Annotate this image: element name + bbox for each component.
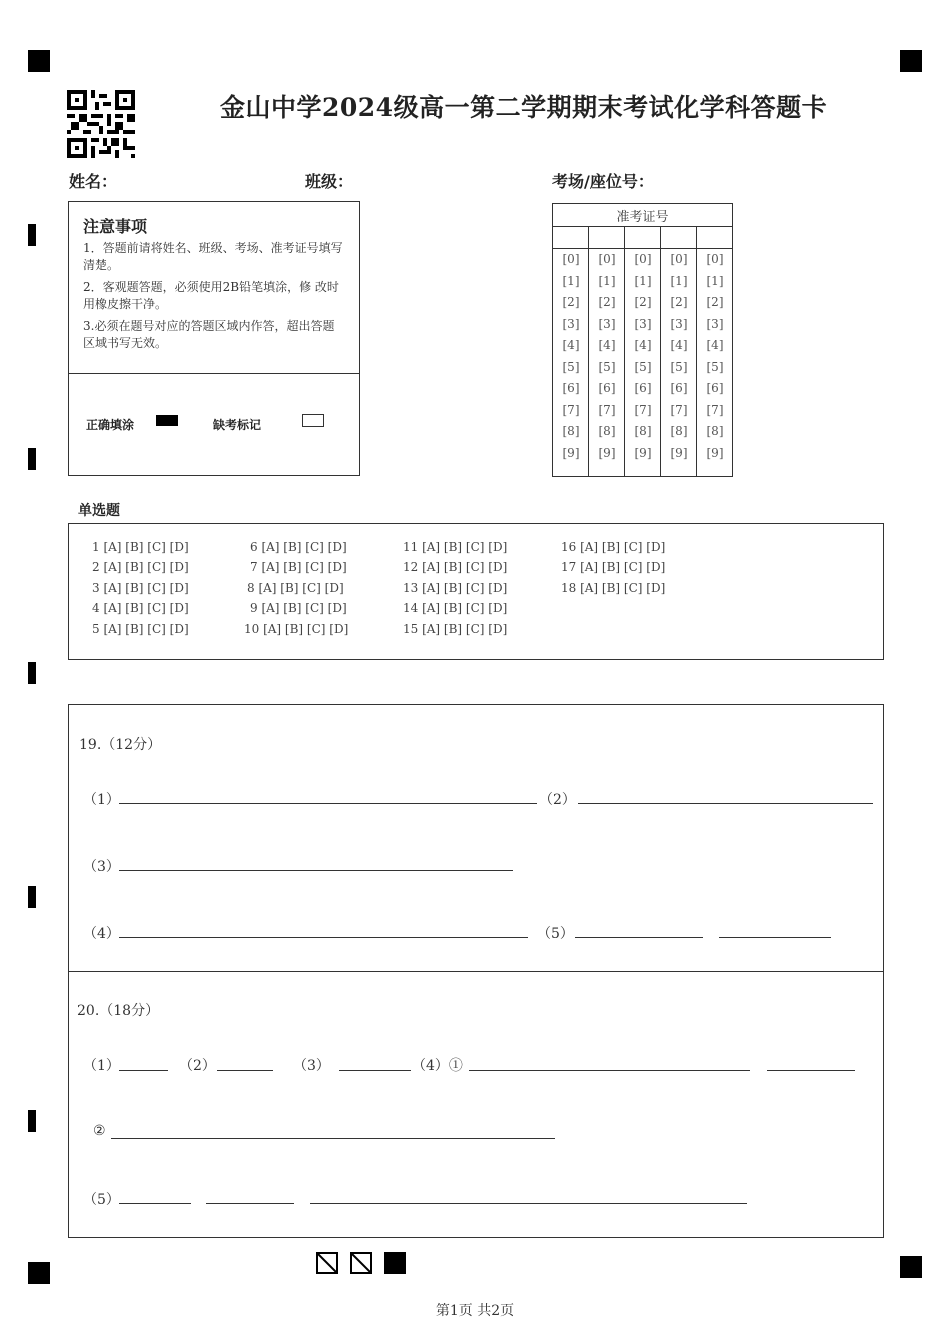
- notice-title: 注意事项: [83, 217, 148, 236]
- notice-box: [68, 201, 360, 476]
- page-footer: 第1页 共2页: [435, 1303, 515, 1319]
- digit-column[interactable]: [0] [1] [2] [3] [4] [5] [6] [7] [8] [9]: [634, 252, 652, 460]
- mc-question[interactable]: 7 [A] [B] [C] [D]: [250, 560, 347, 574]
- corner-mark-bottom-left: [28, 1262, 50, 1284]
- q20-answer-line[interactable]: [310, 1203, 747, 1204]
- mc-question[interactable]: 13 [A] [B] [C] [D]: [403, 581, 508, 595]
- page-mark-slash-icon: [350, 1252, 372, 1274]
- corner-mark-top-right: [900, 50, 922, 72]
- absent-mark-label: 缺考标记: [213, 418, 262, 432]
- digit-column[interactable]: [0] [1] [2] [3] [4] [5] [6] [7] [8] [9]: [706, 252, 724, 460]
- q19-part-label: （3）: [83, 859, 120, 875]
- mc-question[interactable]: 10 [A] [B] [C] [D]: [244, 622, 349, 636]
- q20-answer-line[interactable]: [206, 1203, 294, 1204]
- digit-column[interactable]: [0] [1] [2] [3] [4] [5] [6] [7] [8] [9]: [562, 252, 580, 460]
- side-mark: [28, 224, 36, 246]
- q20-answer-line[interactable]: [767, 1070, 855, 1071]
- qr-code: [67, 90, 135, 158]
- q19-answer-line[interactable]: [719, 937, 831, 938]
- q20-part-label: ②: [93, 1123, 106, 1139]
- mc-question[interactable]: 5 [A] [B] [C] [D]: [92, 622, 189, 636]
- mc-question[interactable]: 8 [A] [B] [C] [D]: [247, 581, 344, 595]
- mc-section-label: 单选题: [78, 503, 120, 519]
- answer-area: [68, 704, 884, 1238]
- q20-part-label: （3）: [293, 1058, 330, 1074]
- q20-part-label: （5）: [83, 1192, 120, 1208]
- side-mark: [28, 886, 36, 908]
- corner-mark-bottom-right: [900, 1256, 922, 1278]
- name-label: 姓名：: [69, 172, 118, 191]
- mc-question[interactable]: 17 [A] [B] [C] [D]: [561, 560, 666, 574]
- mc-question[interactable]: 12 [A] [B] [C] [D]: [403, 560, 508, 574]
- mc-question[interactable]: 18 [A] [B] [C] [D]: [561, 581, 666, 595]
- mc-question[interactable]: 1 [A] [B] [C] [D]: [92, 540, 189, 554]
- correct-fill-sample: [156, 415, 178, 426]
- mc-question[interactable]: 14 [A] [B] [C] [D]: [403, 601, 508, 615]
- notice-item: 3.必须在题号对应的答题区域内作答，超出答题区域书写无效。: [83, 319, 335, 350]
- mc-question[interactable]: 4 [A] [B] [C] [D]: [92, 601, 189, 615]
- page-mark-slash-icon: [316, 1252, 338, 1274]
- q19-answer-line[interactable]: [575, 937, 703, 938]
- mc-question[interactable]: 9 [A] [B] [C] [D]: [250, 601, 347, 615]
- notice-item: 2．客观题答题，必须使用2B铅笔填涂，修 改时用橡皮擦干净。: [83, 280, 339, 311]
- exam-id-title: 准考证号: [616, 210, 669, 225]
- class-label: 班级：: [305, 172, 354, 191]
- q20-part-label: （1）: [83, 1058, 120, 1074]
- absent-mark-box[interactable]: [302, 414, 324, 427]
- q20-answer-line[interactable]: [119, 1203, 191, 1204]
- q20-answer-line[interactable]: [119, 1070, 168, 1071]
- mc-question[interactable]: 16 [A] [B] [C] [D]: [561, 540, 666, 554]
- q19-header: 19.（12分）: [79, 737, 162, 753]
- digit-column[interactable]: [0] [1] [2] [3] [4] [5] [6] [7] [8] [9]: [670, 252, 688, 460]
- mc-question[interactable]: 3 [A] [B] [C] [D]: [92, 581, 189, 595]
- mc-question[interactable]: 15 [A] [B] [C] [D]: [403, 622, 508, 636]
- digit-column[interactable]: [0] [1] [2] [3] [4] [5] [6] [7] [8] [9]: [598, 252, 616, 460]
- divider: [553, 226, 732, 227]
- seat-label: 考场/座位号：: [552, 172, 654, 191]
- mc-question[interactable]: 6 [A] [B] [C] [D]: [250, 540, 347, 554]
- q19-part-label: （2）: [539, 792, 576, 808]
- notice-item: 1．答题前请将姓名、班级、考场、准考证号填写清楚。: [83, 241, 343, 272]
- mc-box: [68, 523, 884, 660]
- side-mark: [28, 1110, 36, 1132]
- corner-mark-top-left: [28, 50, 50, 72]
- q20-part-label: （4）①: [412, 1058, 463, 1074]
- side-mark: [28, 662, 36, 684]
- q19-part-label: （1）: [83, 792, 120, 808]
- q20-answer-line[interactable]: [469, 1070, 750, 1071]
- side-mark: [28, 448, 36, 470]
- correct-fill-label: 正确填涂: [86, 418, 135, 432]
- page-title: 金山中学2024级高一第二学期期末考试化学科答题卡: [220, 93, 828, 122]
- divider: [69, 373, 359, 374]
- q19-part-label: （4）: [83, 926, 120, 942]
- divider: [69, 971, 883, 972]
- q19-answer-line[interactable]: [119, 803, 537, 804]
- q20-header: 20.（18分）: [77, 1003, 160, 1019]
- q19-answer-line[interactable]: [119, 937, 528, 938]
- mc-question[interactable]: 11 [A] [B] [C] [D]: [403, 540, 508, 554]
- q20-answer-line[interactable]: [339, 1070, 411, 1071]
- mc-question[interactable]: 2 [A] [B] [C] [D]: [92, 560, 189, 574]
- exam-id-box: [552, 203, 733, 477]
- q20-answer-line[interactable]: [111, 1138, 555, 1139]
- q20-part-label: （2）: [179, 1058, 216, 1074]
- page-mark-filled: [384, 1252, 406, 1274]
- q19-answer-line[interactable]: [119, 870, 513, 871]
- q19-answer-line[interactable]: [578, 803, 873, 804]
- q20-answer-line[interactable]: [217, 1070, 273, 1071]
- q19-part-label: （5）: [537, 926, 574, 942]
